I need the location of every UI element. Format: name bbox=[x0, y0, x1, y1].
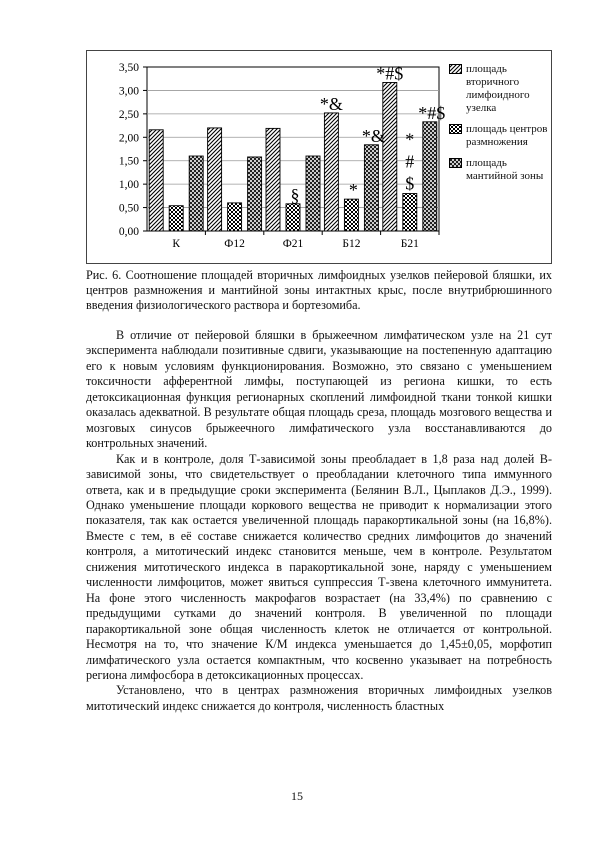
legend-item-nodule bbox=[449, 63, 553, 115]
x-tick-label: Ф12 bbox=[224, 238, 245, 250]
bar bbox=[208, 128, 222, 231]
significance-mark: § bbox=[290, 184, 300, 205]
bar bbox=[344, 199, 358, 231]
bar bbox=[324, 113, 338, 231]
y-tick-label: 3,00 bbox=[118, 85, 139, 98]
x-tick-label: К bbox=[172, 238, 181, 250]
page-number: 15 bbox=[291, 789, 303, 803]
x-tick-label: Ф21 bbox=[282, 238, 304, 250]
y-tick-label: 2,50 bbox=[118, 108, 139, 121]
significance-mark: * bbox=[405, 129, 415, 150]
y-tick-label: 2,00 bbox=[118, 132, 139, 145]
y-tick-label: 1,50 bbox=[118, 155, 139, 168]
bar bbox=[266, 128, 280, 231]
paragraph: Установлено, что в центрах размножения вторичных лимфоидных узелков митотический индекс снижается до контроля, численность бластных bbox=[86, 683, 552, 713]
paragraph: Как и в контроле, доля Т-зависимой зоны преобладает в 1,8 раза над долей В-зависимой зоны, что свидетельствует о преобладании клеточного типа иммунного ответа, как и в предыдущие сроки эксперимента (Белянин В.Л., Цыплаков Д.Э., 1999). Однако уменьшение площади коркового вещества не приводит к нормализации этого показателя, так как остается увеличенной площадь паракортикальной зоны (на 16,8%). Вместе с тем, в её составе снижается количество средних лимфоцитов до значений контроля, а митотический индекс становится меньше, чем в контроле. Результатом снижения митотического индекса в паракортикальной зоне, наряду с уменьшением численности лимфоцитов, может явиться суппрессия Т-звена клеточного иммунитета. На фоне этого численность макрофагов возрастает (на 33,4%) по сравнению с предыдущими сутками до значений контроля. В увеличенной по площади паракортикальной зоне общая численность клеток не отличается от контрольной. Несмотря на то, что значение К/М индекса уменьшается до 1,45±0,05, морфотип лимфатического узла остается компактным, что косвенно указывает на потребность региона лимфосбора в детоксикационных процессах. bbox=[86, 451, 552, 682]
legend-item-mantle-zone bbox=[449, 157, 553, 183]
legend-swatch-cross bbox=[449, 158, 462, 168]
significance-mark: # bbox=[405, 151, 415, 172]
significance-mark: * bbox=[348, 180, 358, 201]
chart-legend bbox=[449, 63, 553, 191]
bar bbox=[286, 204, 300, 231]
y-tick-label: 0,50 bbox=[118, 202, 139, 215]
bar bbox=[248, 157, 262, 231]
significance-mark: *#$ bbox=[376, 63, 404, 84]
x-tick-label: Б12 bbox=[342, 238, 361, 250]
legend-label: площадь вторичного лимфоидного узелка bbox=[466, 63, 530, 114]
bar bbox=[189, 156, 203, 231]
y-tick-label: 3,50 bbox=[118, 62, 139, 74]
legend-item-germinal-center bbox=[449, 123, 553, 149]
significance-mark: *#$ bbox=[418, 102, 446, 123]
bar bbox=[228, 203, 242, 231]
bar bbox=[423, 122, 437, 231]
legend-swatch-diag bbox=[449, 64, 462, 74]
legend-label: площадь мантийной зоны bbox=[466, 157, 544, 182]
y-tick-label: 1,00 bbox=[118, 179, 139, 192]
y-tick-label: 0,00 bbox=[118, 226, 139, 238]
figure-chart bbox=[86, 50, 552, 264]
bar bbox=[383, 82, 397, 231]
x-tick-label: Б21 bbox=[400, 238, 419, 250]
significance-mark: *& bbox=[319, 93, 343, 114]
bar bbox=[364, 145, 378, 231]
legend-swatch-dots bbox=[449, 124, 462, 134]
figure-caption: Рис. 6. Соотношение площадей вторичных лимфоидных узелков пейеровой бляшки, их центров размножения и мантийной зоны интактных крыс, после внутрибрюшинного введения физиологического раствора и бортезомиба. bbox=[86, 268, 552, 313]
significance-mark: *& bbox=[361, 125, 385, 146]
significance-mark: $ bbox=[405, 173, 415, 194]
paragraph: В отличие от пейеровой бляшки в брыжеечном лимфатическом узле на 21 сут эксперимента наблюдали позитивные сдвиги, указывающие на постепенную адаптацию его к новым условиям функционирования. Возможно, это связано с уменьшением токсичности афферентной лимфы, поступающей из региона кишки, то есть детоксикационная функция регионарных скоплений лимфоидной ткани тонкой кишки оказалась адекватной. В результате общая площадь среза, площадь мозгового вещества и мозговых синусов брыжеечного лимфатического узла восстанавливаются до контрольных значений. bbox=[86, 328, 552, 451]
legend-label: площадь центров размножения bbox=[466, 123, 548, 148]
bar bbox=[169, 206, 183, 231]
bar bbox=[306, 156, 320, 231]
bar bbox=[149, 130, 163, 231]
bar bbox=[403, 194, 417, 231]
body-text bbox=[86, 328, 552, 714]
